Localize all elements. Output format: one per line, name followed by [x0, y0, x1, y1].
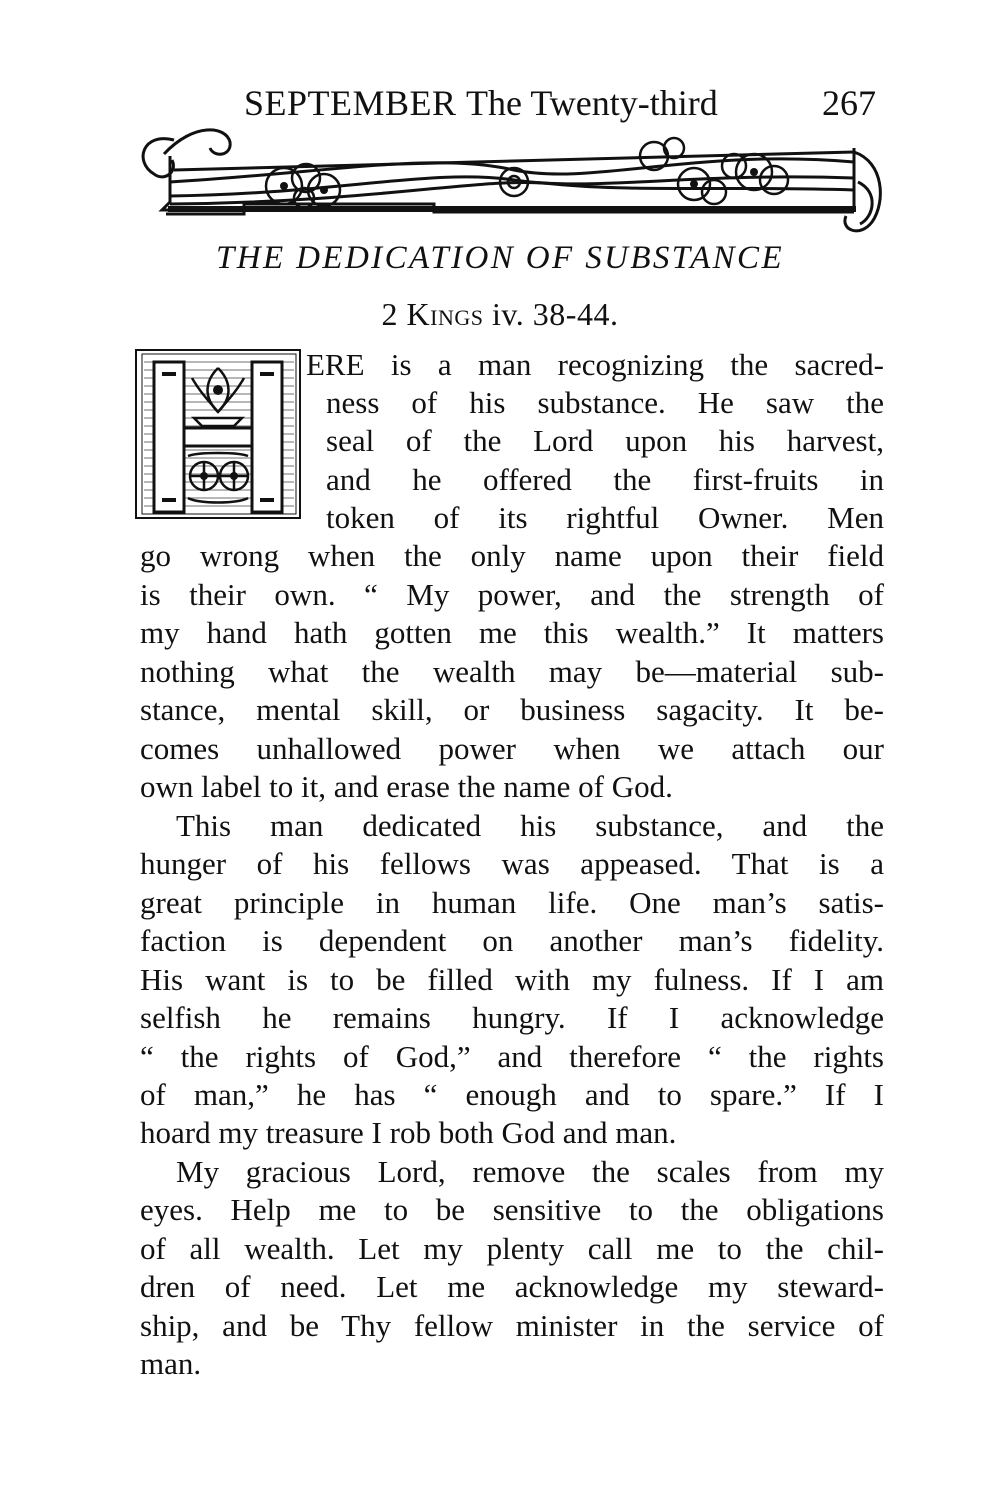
scripture-book: Kings [406, 296, 484, 332]
scripture-reference [150, 296, 850, 333]
text-line: ship, and be Thy fellow minister in the service of [140, 1308, 884, 1343]
scripture-number: 2 [381, 296, 399, 332]
text-line: seal of the Lord upon his harvest, [326, 423, 884, 458]
text-line: selfish he remains hungry. If I acknowledge [140, 1000, 884, 1035]
text-line: my hand hath gotten me this wealth.” It matters [140, 615, 884, 650]
text-line: great principle in human life. One man’s satis- [140, 885, 884, 920]
text-line: and he offered the first-fruits in [326, 462, 884, 497]
text-line: man. [140, 1346, 202, 1381]
text-line: of man,” he has “ enough and to spare.” If I [140, 1077, 884, 1112]
text-line: token of its rightful Owner. Men [326, 500, 884, 535]
text-line: of all wealth. Let my plenty call me to the chil- [140, 1231, 884, 1266]
header-day: The Twenty-third [466, 83, 718, 123]
text-line: My gracious Lord, remove the scales from my [176, 1154, 884, 1189]
text-line: comes unhallowed power when we attach our [140, 731, 884, 766]
drop-cap-ornament-icon [134, 348, 302, 520]
text-line: faction is dependent on another man’s fidelity. [140, 923, 884, 958]
page-title: THE DEDICATION OF SUBSTANCE [215, 240, 785, 276]
text-line: hoard my treasure I rob both God and man. [140, 1115, 677, 1150]
floral-ornament-banner [134, 112, 886, 244]
page-number: 267 [822, 83, 876, 123]
text-line: is their own. “ My power, and the strength of [140, 577, 884, 612]
header-month: SEPTEMBER [244, 83, 457, 123]
text-line: His want is to be filled with my fulness. If I am [140, 962, 884, 997]
text-line: nothing what the wealth may be—material sub- [140, 654, 884, 689]
text-line: stance, mental skill, or business sagacity. It be- [140, 692, 884, 727]
text-line: ness of his substance. He saw the [326, 385, 884, 420]
text-line: own label to it, and erase the name of God. [140, 769, 673, 804]
text-line: This man dedicated his substance, and the [176, 808, 884, 843]
text-line: hunger of his fellows was appeased. That is a [140, 846, 884, 881]
text-line: go wrong when the only name upon their field [140, 538, 884, 573]
text-line: “ the rights of God,” and therefore “ the rights [140, 1039, 884, 1074]
text-line: eyes. Help me to be sensitive to the obligations [140, 1192, 884, 1227]
scripture-verses: iv. 38-44. [491, 296, 619, 332]
drop-cap-h [134, 348, 302, 520]
text-line: dren of need. Let me acknowledge my steward- [140, 1269, 884, 1304]
text-line: ERE is a man recognizing the sacred- [306, 347, 884, 382]
